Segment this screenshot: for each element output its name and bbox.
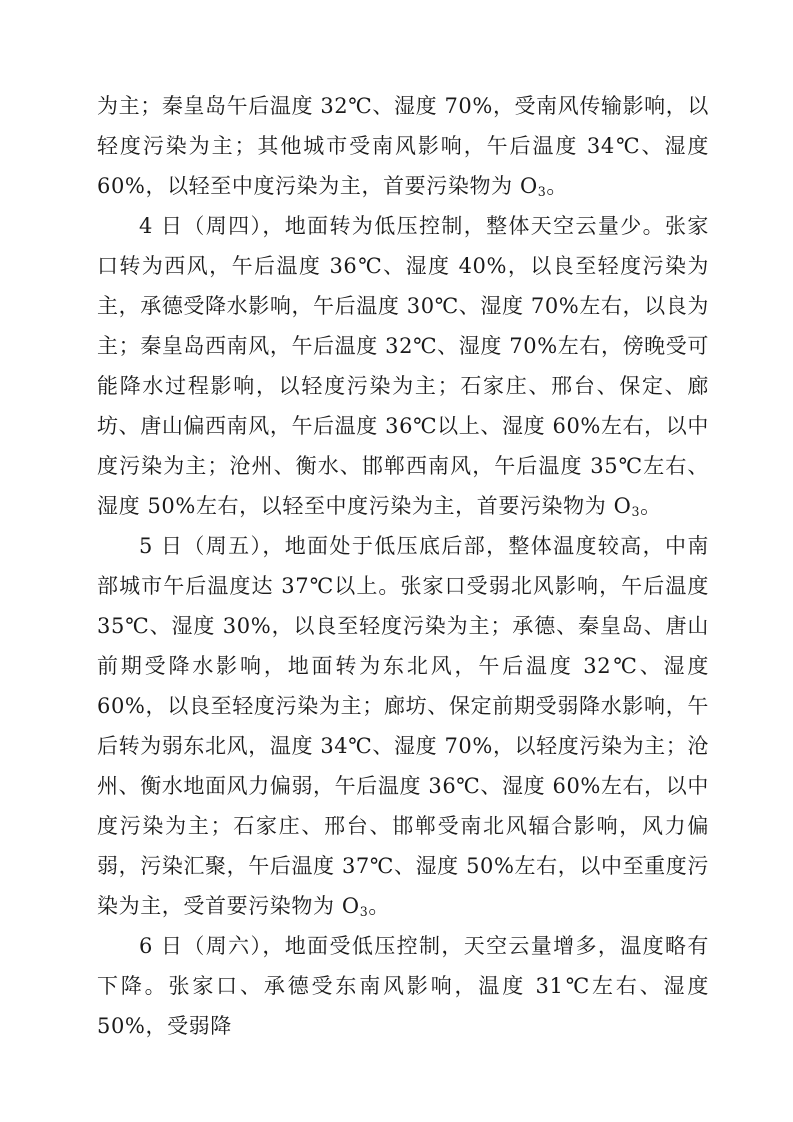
- document-body: [97, 86, 709, 1046]
- paragraph-text: 为主；秦皇岛午后温度 32℃、湿度 70%，受南风传输影响，以轻度污染为主；其他城市受南风影响，午后温度 34℃、湿度 60%，以轻至中度污染为主，首要污染物为 O: [97, 94, 709, 198]
- paragraph-tail: 。: [546, 174, 568, 198]
- subscript-3: 3: [359, 904, 369, 920]
- paragraph-day5: [97, 526, 709, 926]
- paragraph-continuation: [97, 86, 709, 206]
- subscript-3: 3: [537, 184, 547, 200]
- paragraph-text: 5 日（周五），地面处于低压底后部，整体温度较高，中南部城市午后温度达 37℃以上。张家口受弱北风影响，午后温度 35℃、湿度 30%，以良至轻度污染为主；承德、秦皇岛、唐山前期受降水影响，地面转为东北风，午后温度 32℃、湿度 60%，以良至轻度污染为主；廊坊、保定前期受弱降水影响，午后转为弱东北风，温度 34℃、湿度 70%，以轻度污染为主；沧州、衡水地面风力偏弱，午后温度 36℃、湿度 60%左右，以中度污染为主；石家庄、邢台、邯郸受南北风辐合影响，风力偏弱，污染汇聚，午后温度 37℃、湿度 50%左右，以中至重度污染为主，受首要污染物为 O: [97, 534, 709, 918]
- paragraph-day4: [97, 206, 709, 526]
- paragraph-text: 4 日（周四），地面转为低压控制，整体天空云量少。张家口转为西风，午后温度 36℃、湿度 40%，以良至轻度污染为主，承德受降水影响，午后温度 30℃、湿度 70%左右，以良为主；秦皇岛西南风，午后温度 32℃、湿度 70%左右，傍晚受可能降水过程影响，以轻度污染为主；石家庄、邢台、保定、廊坊、唐山偏西南风，午后温度 36℃以上、湿度 60%左右，以中度污染为主；沧州、衡水、邯郸西南风，午后温度 35℃左右、湿度 50%左右，以轻至中度污染为主，首要污染物为 O: [97, 214, 709, 518]
- paragraph-tail: 。: [368, 894, 390, 918]
- paragraph-tail: 。: [640, 494, 662, 518]
- paragraph-day6: [97, 926, 709, 1046]
- paragraph-text: 6 日（周六），地面受低压控制，天空云量增多，温度略有下降。张家口、承德受东南风影响，温度 31℃左右、湿度 50%，受弱降: [97, 934, 709, 1038]
- subscript-3: 3: [631, 504, 641, 520]
